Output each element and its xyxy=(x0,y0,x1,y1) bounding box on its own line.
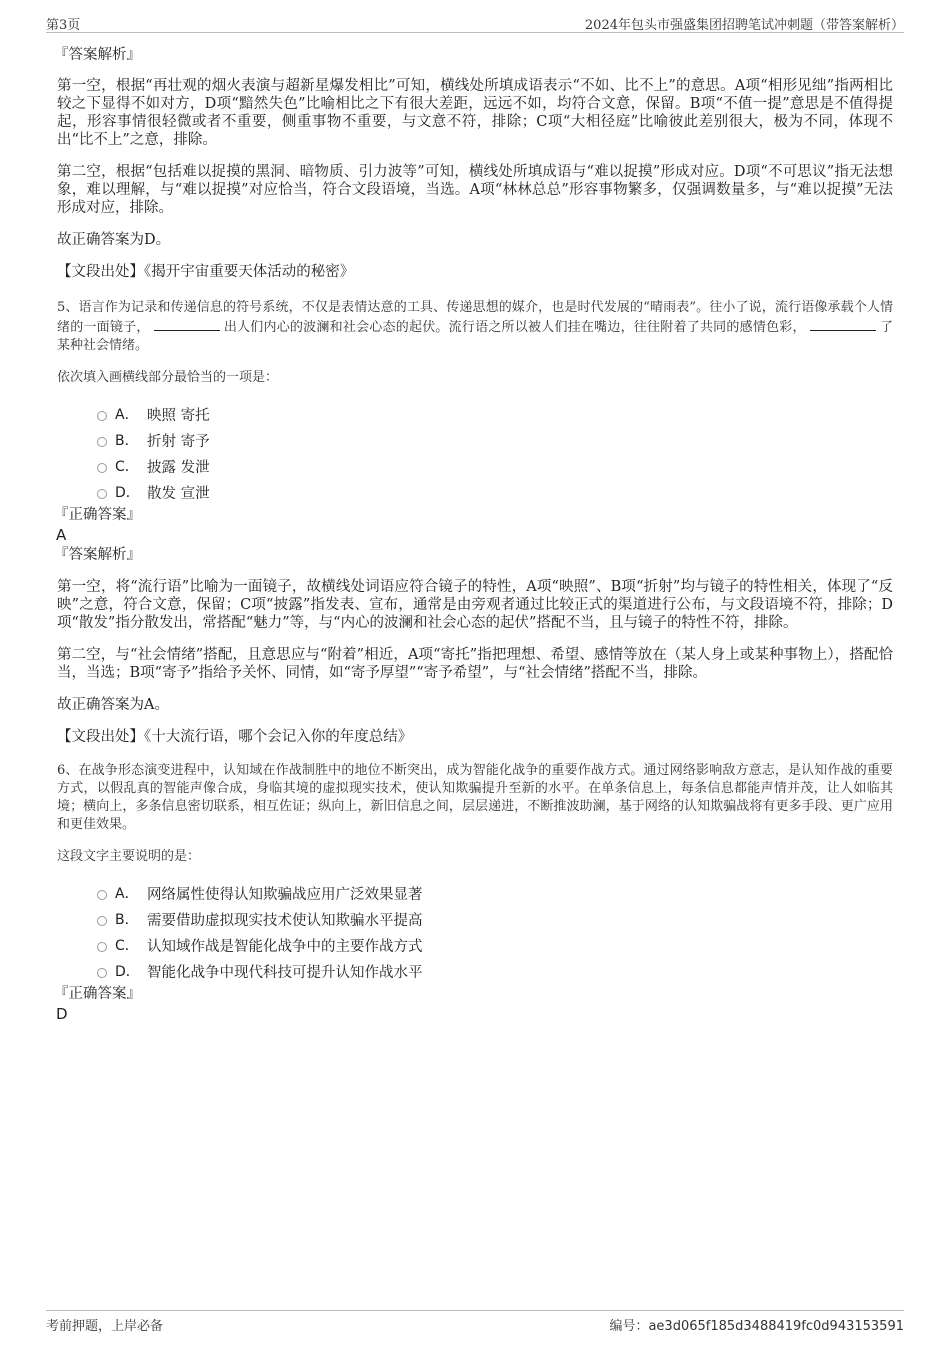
page-number: 第3页 xyxy=(46,18,81,33)
page-header xyxy=(46,12,904,33)
q5-options xyxy=(97,401,893,505)
document-body xyxy=(54,46,893,1023)
radio-icon[interactable] xyxy=(97,463,107,473)
radio-icon[interactable] xyxy=(97,489,107,499)
radio-icon[interactable] xyxy=(97,916,107,926)
radio-icon[interactable] xyxy=(97,942,107,952)
q6-stem: 6、在战争形态演变进程中，认知域在作战制胜中的地位不断突出，成为智能化战争的重要作战方式。通过网络影响敌方意志，是认知作战的重要方式，以假乱真的智能声像合成，身临其境的虚拟现实技术，使认知欺骗提升至新的水平。在单条信息上，每条信息都能声情并茂，让人如临其境；横向上，多条信息密切联系，相互佐证；纵向上，新旧信息之间，层层递进，不断推波助澜，基于网络的认知欺骗战将有更多手段、更广应用和更佳效果。 xyxy=(57,763,893,832)
q4-source: 【文段出处】《揭开宇宙重要天体活动的秘密》 xyxy=(57,264,355,280)
q6-prompt: 这段文字主要说明的是： xyxy=(57,849,201,864)
q6-options xyxy=(97,880,893,984)
radio-icon[interactable] xyxy=(97,890,107,900)
radio-icon[interactable] xyxy=(97,968,107,978)
q5-conclusion: 故正确答案为A。 xyxy=(57,697,169,713)
q6-answer-label: 『正确答案』 xyxy=(54,986,141,1002)
q6-option-d[interactable]: D． 智能化战争中现代科技可提升认知作战水平 xyxy=(97,958,893,984)
q5-analysis-label: 『答案解析』 xyxy=(54,547,141,563)
q5-option-d[interactable]: D． 散发 宣泄 xyxy=(97,479,893,505)
q5-option-b[interactable]: B． 折射 寄予 xyxy=(97,427,893,453)
q6-option-b[interactable]: B． 需要借助虚拟现实技术使认知欺骗水平提高 xyxy=(97,906,893,932)
q5-answer: A xyxy=(56,526,67,544)
q5-stem: 5、语言作为记录和传递信息的符号系统，不仅是表情达意的工具、传递思想的媒介，也是时代发展的“晴雨表”。往小了说，流行语像承载个人情绪的一面镜子， 出人们内心的波澜和社会心态的起伏。流行语之所以被人们挂在嘴边，往往附着了共同的感情色彩， 了某种社会情绪。 xyxy=(57,300,893,353)
q5-analysis-paragraph-2: 第二空，与“社会情绪”搭配，且意思应与“附着”相近，A项“寄托”指把理想、希望、感情等放在（某人身上或某种事物上），搭配恰当，当选；B项“寄予”指给予关怀、同情，如“寄予厚望”“寄予希望”，与“社会情绪”搭配不当，排除。 xyxy=(57,647,893,681)
q6-option-c[interactable]: C． 认知域作战是智能化战争中的主要作战方式 xyxy=(97,932,893,958)
radio-icon[interactable] xyxy=(97,437,107,447)
q5-answer-label: 『正确答案』 xyxy=(54,507,141,523)
q5-source: 【文段出处】《十大流行语，哪个会记入你的年度总结》 xyxy=(57,729,413,745)
q5-option-a[interactable]: A． 映照 寄托 xyxy=(97,401,893,427)
q5-option-c[interactable]: C． 披露 发泄 xyxy=(97,453,893,479)
page-footer xyxy=(46,1310,904,1333)
q5-prompt: 依次填入画横线部分最恰当的一项是： xyxy=(57,370,279,385)
q5-analysis-paragraph-1: 第一空，将“流行语”比喻为一面镜子，故横线处词语应符合镜子的特性，A项“映照”、B项“折射”均与镜子的特性相关，体现了“反映”之意，符合文意，保留；C项“披露”指发表、宣布，通常是由旁观者通过比较正式的渠道进行公布，与文段语境不符，排除；D项“散发”指分散发出，常搭配“魅力”等，与“内心的波澜和社会心态的起伏”搭配不当，且与镜子的特性不符，排除。 xyxy=(57,579,893,631)
q4-analysis-paragraph-2: 第二空，根据“包括难以捉摸的黑洞、暗物质、引力波等”可知，横线处所填成语与“难以捉摸”形成对应。D项“不可思议”指无法想象，难以理解，与“难以捉摸”对应恰当，符合文段语境，当选。A项“林林总总”形容事物繁多，仅强调数量多，与“难以捉摸”无法形成对应，排除。 xyxy=(57,164,893,216)
document-code: 编号：ae3d065f185d3488419fc0d943153591 xyxy=(609,1319,904,1334)
radio-icon[interactable] xyxy=(97,411,107,421)
q5-blank-2 xyxy=(810,317,876,331)
q4-analysis-paragraph-1: 第一空，根据“再壮观的烟火表演与超新星爆发相比”可知，横线处所填成语表示“不如、比不上”的意思。A项“相形见绌”指两相比较之下显得不如对方，D项“黯然失色”比喻相比之下有很大差距，远远不如，均符合文意，保留。B项“不值一提”意思是不值得提起，形容事情很轻微或者不重要，侧重事物不重要，与文意不符，排除；C项“大相径庭”比喻彼此差别很大，极为不同，体现不出“比不上”之意，排除。 xyxy=(57,78,893,148)
q5-blank-1 xyxy=(154,317,220,331)
q6-answer: D xyxy=(56,1005,68,1023)
q6-option-a[interactable]: A． 网络属性使得认知欺骗战应用广泛效果显著 xyxy=(97,880,893,906)
q4-analysis-label: 『答案解析』 xyxy=(54,47,141,63)
document-title: 2024年包头市强盛集团招聘笔试冲刺题（带答案解析） xyxy=(584,18,904,33)
footer-slogan: 考前押题，上岸必备 xyxy=(46,1319,164,1334)
q4-conclusion: 故正确答案为D。 xyxy=(57,232,171,248)
